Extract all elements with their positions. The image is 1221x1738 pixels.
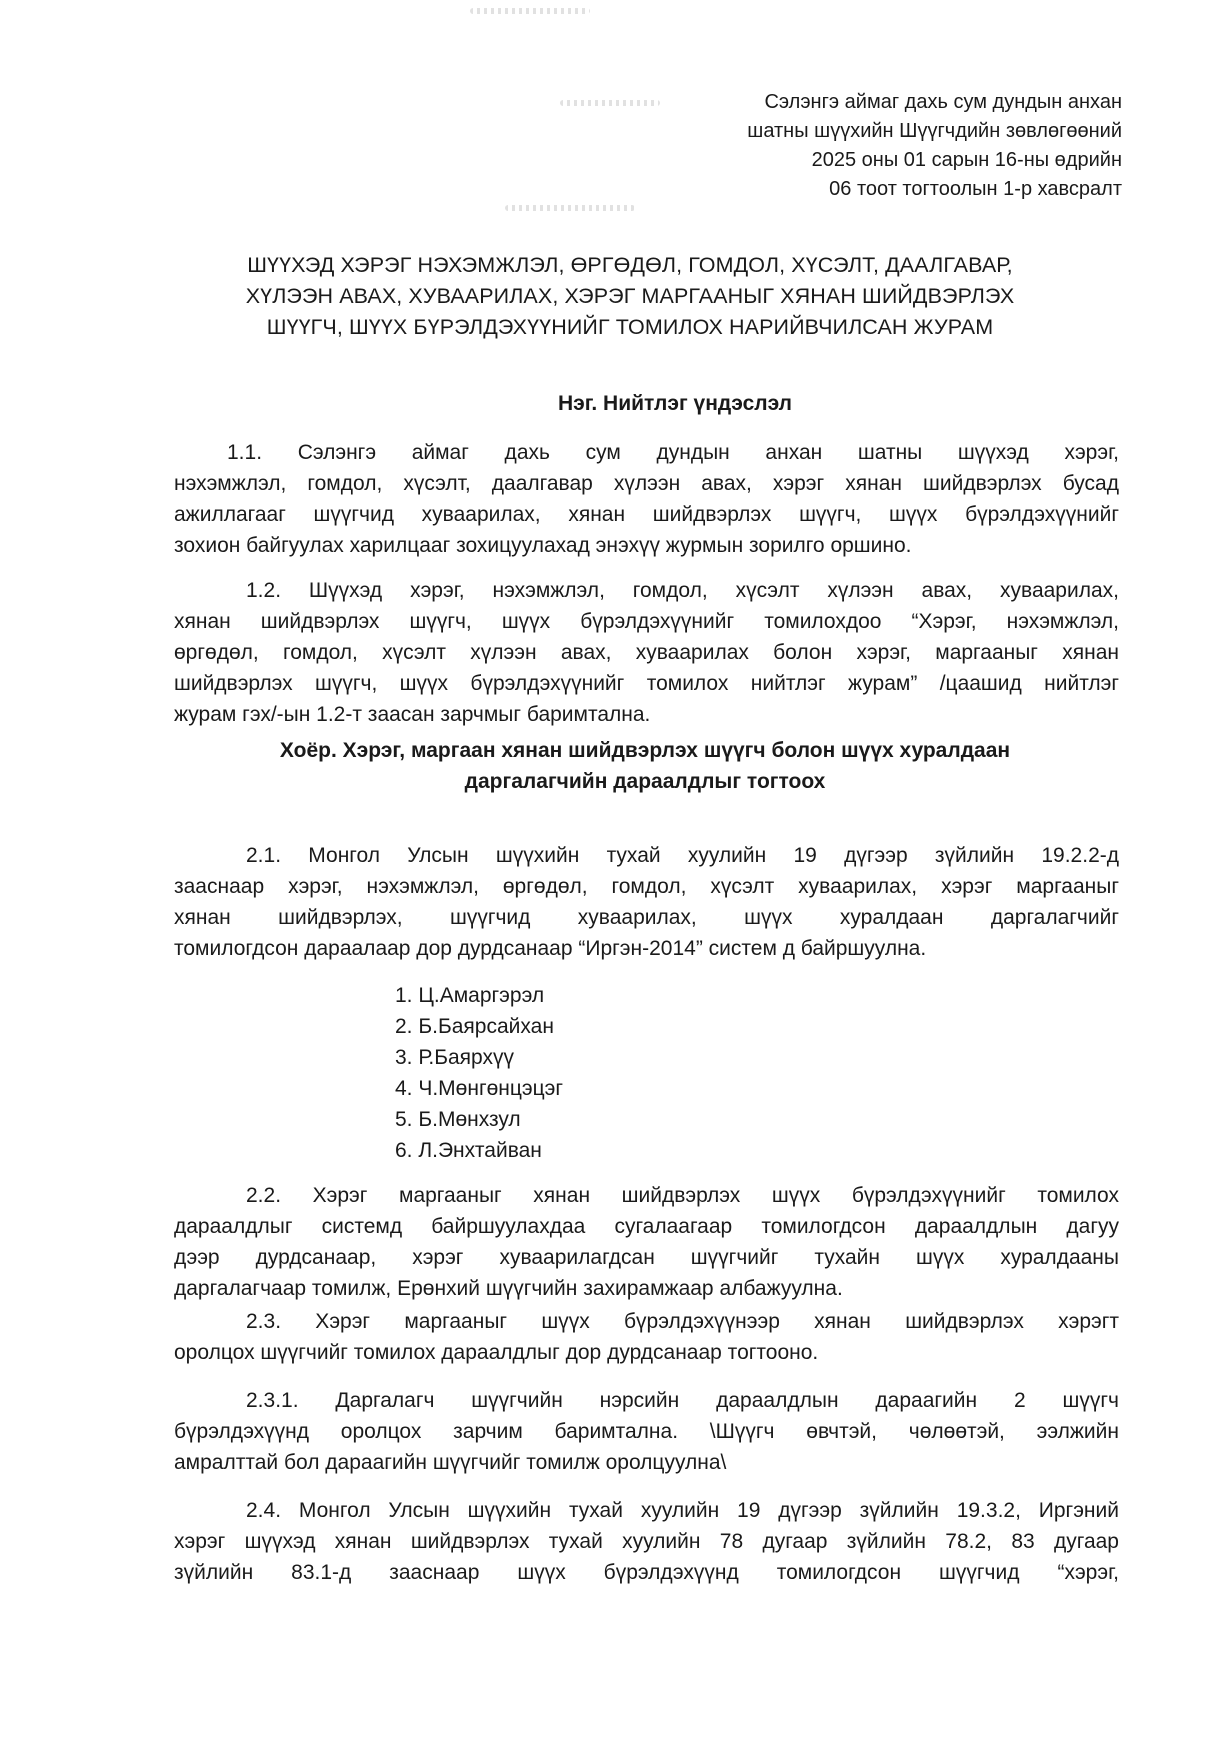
paragraph-line: нэхэмжлэл, гомдол, хүсэлт, даалгавар хүлээн авах, хэрэг хянан шийдвэрлэх бусад [174, 472, 1119, 495]
paragraph-2-2 [174, 1180, 1119, 1304]
paragraph-2-1 [174, 840, 1119, 964]
scan-artifact [470, 8, 590, 14]
judges-list [395, 980, 563, 1166]
annex-line: 06 тоот тогтоолын 1-р хавсралт [829, 178, 1122, 200]
paragraph-line: дээр дурдсанаар, хэрэг хуваарилагдсан шүүгчийг тухайн шүүх хуралдааны [174, 1246, 1119, 1269]
section-heading-line: даргалагчийн дараалдлыг тогтоох [464, 770, 826, 793]
paragraph-line: оролцох шүүгчийг томилох дараалдлыг дор дурдсанаар тогтооно. [174, 1341, 819, 1364]
section-heading-text: Нэг. Нийтлэг үндэслэл [557, 392, 793, 415]
paragraph-line: томилогдсон дараалаар дор дурдсанаар “Иргэн-2014” систем д байршуулна. [174, 937, 927, 960]
paragraph-2-3-1 [174, 1385, 1119, 1478]
paragraph-line: 1.2. Шүүхэд хэрэг, нэхэмжлэл, гомдол, хүсэлт хүлээн авах, хуваарилах, [246, 579, 1119, 602]
list-item: 4. Ч.Мөнгөнцэцэг [395, 1077, 564, 1100]
paragraph-line: 2.3. Хэрэг маргааныг шүүх бүрэлдэхүүнээр хянан шийдвэрлэх хэрэгт [246, 1310, 1119, 1333]
scan-artifact [505, 205, 635, 211]
section-heading-line: Хоёр. Хэрэг, маргаан хянан шийдвэрлэх шүүгч болон шүүх хуралдаан [279, 739, 1011, 762]
paragraph-line: амралттай бол дараагийн шүүгчийг томилж оролцуулна\ [174, 1451, 727, 1474]
paragraph-line: зохион байгуулах харилцааг зохицуулахад энэхүү журмын зорилго оршино. [174, 534, 912, 557]
section-heading-1 [200, 388, 1150, 419]
title-line: ШҮҮГЧ, ШҮҮХ БҮРЭЛДЭХҮҮНИЙГ ТОМИЛОХ НАРИЙВЧИЛСАН ЖУРАМ [266, 315, 994, 339]
paragraph-line: 2.4. Монгол Улсын шүүхийн тухай хуулийн 19 дүгээр зүйлийн 19.3.2, Иргэний [246, 1499, 1119, 1522]
paragraph-line: бүрэлдэхүүнд оролцох зарчим баримтална. \Шүүгч өвчтэй, чөлөөтэй, ээлжийн [174, 1420, 1119, 1443]
paragraph-2-3 [174, 1306, 1119, 1368]
paragraph-line: 2.3.1. Даргалагч шүүгчийн нэрсийн дараалдлын дараагийн 2 шүүгч [246, 1389, 1119, 1412]
paragraph-2-4 [174, 1495, 1119, 1588]
document-title [150, 250, 1110, 343]
section-heading-2 [170, 735, 1120, 797]
paragraph-1-2 [174, 575, 1119, 730]
paragraph-1-1 [174, 437, 1119, 561]
paragraph-line: зааснаар хэрэг, нэхэмжлэл, өргөдөл, гомдол, хүсэлт хуваарилах, хэрэг маргааныг [174, 875, 1119, 898]
paragraph-line: ажиллагааг шүүгчид хуваарилах, хянан шийдвэрлэх шүүгч, шүүх бүрэлдэхүүнийг [174, 503, 1119, 526]
scan-artifact [560, 100, 660, 106]
paragraph-line: шийдвэрлэх шүүгч, шүүх бүрэлдэхүүнийг томилох нийтлэг журам” /цаашид нийтлэг [174, 672, 1119, 695]
paragraph-line: 1.1. Сэлэнгэ аймаг дахь сум дундын анхан шатны шүүхэд хэрэг, [227, 441, 1119, 464]
paragraph-line: 2.1. Монгол Улсын шүүхийн тухай хуулийн 19 дүгээр зүйлийн 19.2.2-д [246, 844, 1119, 867]
annex-reference [747, 88, 1122, 204]
paragraph-line: хянан шийдвэрлэх шүүгч, шүүх бүрэлдэхүүнийг томилохдоо “Хэрэг, нэхэмжлэл, [174, 610, 1119, 633]
list-item: 6. Л.Энхтайван [395, 1139, 542, 1162]
paragraph-line: өргөдөл, гомдол, хүсэлт хүлээн авах, хуваарилах болон хэрэг, маргааныг хянан [174, 641, 1119, 664]
list-item: 5. Б.Мөнхзул [395, 1108, 521, 1131]
paragraph-line: хянан шийдвэрлэх, шүүгчид хуваарилах, шүүх хуралдаан даргалагчийг [174, 906, 1119, 929]
annex-line: Сэлэнгэ аймаг дахь сум дундын анхан [764, 91, 1122, 113]
paragraph-line: дараалдлыг системд байршуулахдаа сугалаагаар томилогдсон дараалдлын дагуу [174, 1215, 1119, 1238]
title-line: ШҮҮХЭД ХЭРЭГ НЭХЭМЖЛЭЛ, ӨРГӨДӨЛ, ГОМДОЛ, ХҮСЭЛТ, ДААЛГАВАР, [247, 253, 1013, 277]
paragraph-line: зүйлийн 83.1-д зааснаар шүүх бүрэлдэхүүнд томилогдсон шүүгчид “хэрэг, [174, 1561, 1119, 1584]
list-item: 3. Р.Баярхүү [395, 1046, 514, 1069]
title-line: ХҮЛЭЭН АВАХ, ХУВААРИЛАХ, ХЭРЭГ МАРГААНЫГ ХЯНАН ШИЙДВЭРЛЭХ [245, 284, 1015, 308]
annex-line: 2025 оны 01 сарын 16-ны өдрийн [811, 149, 1122, 171]
paragraph-line: журам гэх/-ын 1.2-т заасан зарчмыг баримтална. [174, 703, 651, 726]
paragraph-line: хэрэг шүүхэд хянан шийдвэрлэх тухай хуулийн 78 дугаар зүйлийн 78.2, 83 дугаар [174, 1530, 1119, 1553]
list-item: 2. Б.Баярсайхан [395, 1015, 554, 1038]
annex-line: шатны шүүхийн Шүүгчдийн зөвлөгөөний [747, 120, 1122, 142]
list-item: 1. Ц.Амаргэрэл [395, 984, 545, 1007]
paragraph-line: даргалагчаар томилж, Ерөнхий шүүгчийн захирамжаар албажуулна. [174, 1277, 843, 1300]
paragraph-line: 2.2. Хэрэг маргааныг хянан шийдвэрлэх шүүх бүрэлдэхүүнийг томилох [246, 1184, 1119, 1207]
